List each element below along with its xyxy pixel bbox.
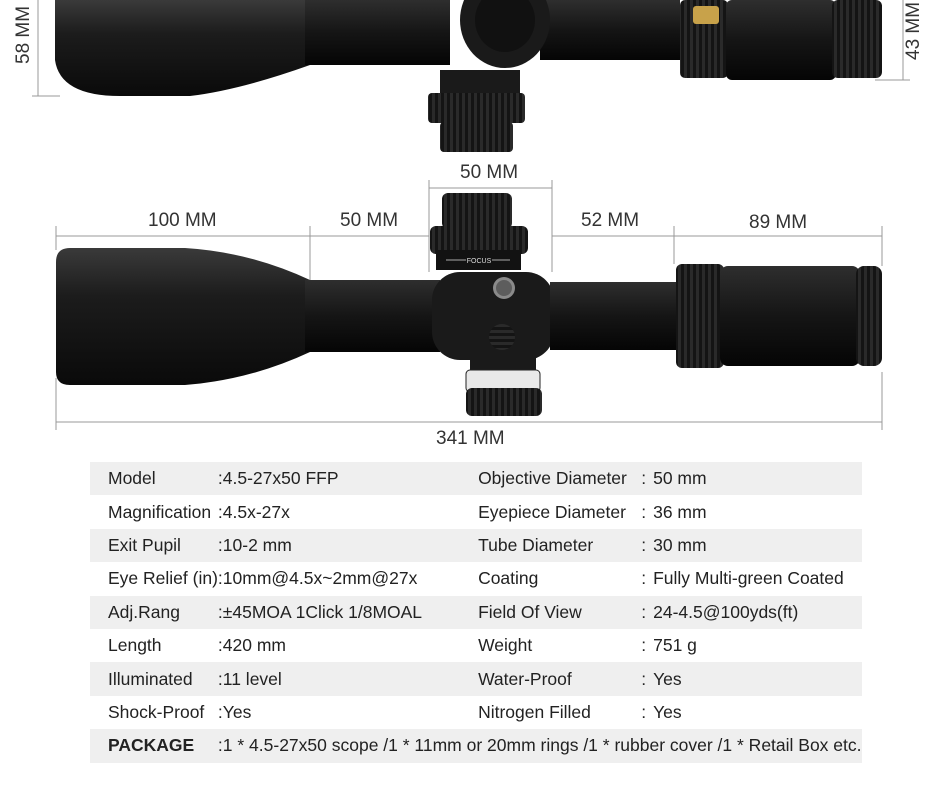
- spec-value: 36 mm: [653, 501, 707, 522]
- spec-separator: :: [641, 501, 647, 522]
- elevation-turret: [466, 388, 542, 416]
- dim-turret-width: 50 MM: [460, 162, 519, 183]
- magnification-ring: [676, 264, 724, 368]
- dim-total-length: 341 MM: [436, 428, 505, 449]
- spec-value: Fully Multi-green Coated: [653, 568, 844, 589]
- spec-separator: :: [634, 662, 653, 695]
- spec-row: [90, 662, 862, 695]
- spec-value: 30 mm: [653, 529, 861, 562]
- spec-separator: :: [634, 462, 653, 495]
- dim-eyepiece: 89 MM: [749, 212, 808, 233]
- spec-table: [90, 462, 862, 763]
- spec-separator: :: [218, 596, 223, 629]
- spec-separator: :: [218, 462, 223, 495]
- spec-value: ±45MOA 1Click 1/8MOAL: [223, 596, 478, 629]
- rear-tube: [550, 282, 680, 350]
- spec-row: [90, 696, 862, 729]
- spec-row: [90, 462, 862, 495]
- dim-front-tube: 50 MM: [340, 210, 399, 231]
- spec-label: Magnification: [108, 501, 212, 522]
- spec-separator: :: [634, 529, 653, 562]
- spec-separator: :: [218, 529, 223, 562]
- spec-row: [90, 529, 862, 562]
- spec-value: 10-2 mm: [223, 529, 478, 562]
- spec-value: 751 g: [653, 635, 697, 656]
- focus-marking: FOCUS: [466, 258, 492, 265]
- spec-label: Length: [108, 635, 162, 656]
- spec-label: Illuminated: [90, 662, 218, 695]
- spec-separator: :: [217, 568, 223, 589]
- spec-label: Eye Relief (in): [108, 568, 218, 589]
- dim-height-right: 43 MM: [903, 1, 924, 60]
- spec-value: 11 level: [223, 662, 478, 695]
- spec-value: 4.5-27x50 FFP: [223, 462, 478, 495]
- spec-row: [90, 495, 862, 528]
- spec-label: Weight: [478, 635, 533, 656]
- spec-label: Tube Diameter: [478, 529, 634, 562]
- spec-label: Shock-Proof: [108, 701, 205, 722]
- spec-value: 4.5x-27x: [222, 501, 290, 522]
- spec-value: Yes: [653, 701, 682, 722]
- spec-label: Coating: [478, 568, 539, 589]
- eyepiece-focus-ring: [856, 266, 882, 366]
- package-label: PACKAGE: [90, 729, 218, 762]
- spec-label: Adj.Rang: [90, 596, 218, 629]
- spec-label: Field Of View: [478, 596, 634, 629]
- spec-value: 24-4.5@100yds(ft): [653, 596, 861, 629]
- spec-separator: :: [218, 662, 223, 695]
- package-value: 1 * 4.5-27x50 scope /1 * 11mm or 20mm rings /1 * rubber cover /1 * Retail Box etc.: [223, 729, 862, 762]
- spec-separator: :: [217, 635, 223, 656]
- package-row: [90, 729, 862, 762]
- spec-row: [90, 596, 862, 629]
- spec-label: Water-Proof: [478, 662, 634, 695]
- focus-turret-cap: [442, 193, 512, 229]
- dim-objective-bell: 100 MM: [148, 210, 217, 231]
- spec-label: Eyepiece Diameter: [478, 501, 626, 522]
- spec-label: Exit Pupil: [90, 529, 218, 562]
- spec-value: Yes: [653, 662, 861, 695]
- dim-height-left: 58 MM: [13, 5, 34, 64]
- spec-value: 50 mm: [653, 462, 861, 495]
- spec-separator: :: [218, 729, 223, 762]
- spec-separator: :: [641, 568, 647, 589]
- turret-cap: [489, 324, 515, 350]
- spec-separator: :: [217, 501, 223, 522]
- spec-label: Model: [90, 462, 218, 495]
- spec-separator: :: [217, 701, 223, 722]
- spec-separator: :: [634, 596, 653, 629]
- spec-value: Yes: [222, 701, 252, 722]
- spec-value: 10mm@4.5x~2mm@27x: [222, 568, 418, 589]
- spec-row: [90, 629, 862, 662]
- dim-rear-tube: 52 MM: [581, 210, 640, 231]
- scope-top-view: [55, 0, 882, 152]
- spec-separator: :: [641, 635, 647, 656]
- objective-bell: [56, 248, 310, 385]
- spec-separator: :: [641, 701, 647, 722]
- spec-label: Objective Diameter: [478, 462, 634, 495]
- front-tube: [305, 280, 440, 352]
- spec-value: 420 mm: [222, 635, 286, 656]
- spec-label: Nitrogen Filled: [478, 701, 591, 722]
- spec-row: [90, 562, 862, 595]
- turret-housing: [432, 272, 554, 360]
- eyepiece: [720, 266, 860, 366]
